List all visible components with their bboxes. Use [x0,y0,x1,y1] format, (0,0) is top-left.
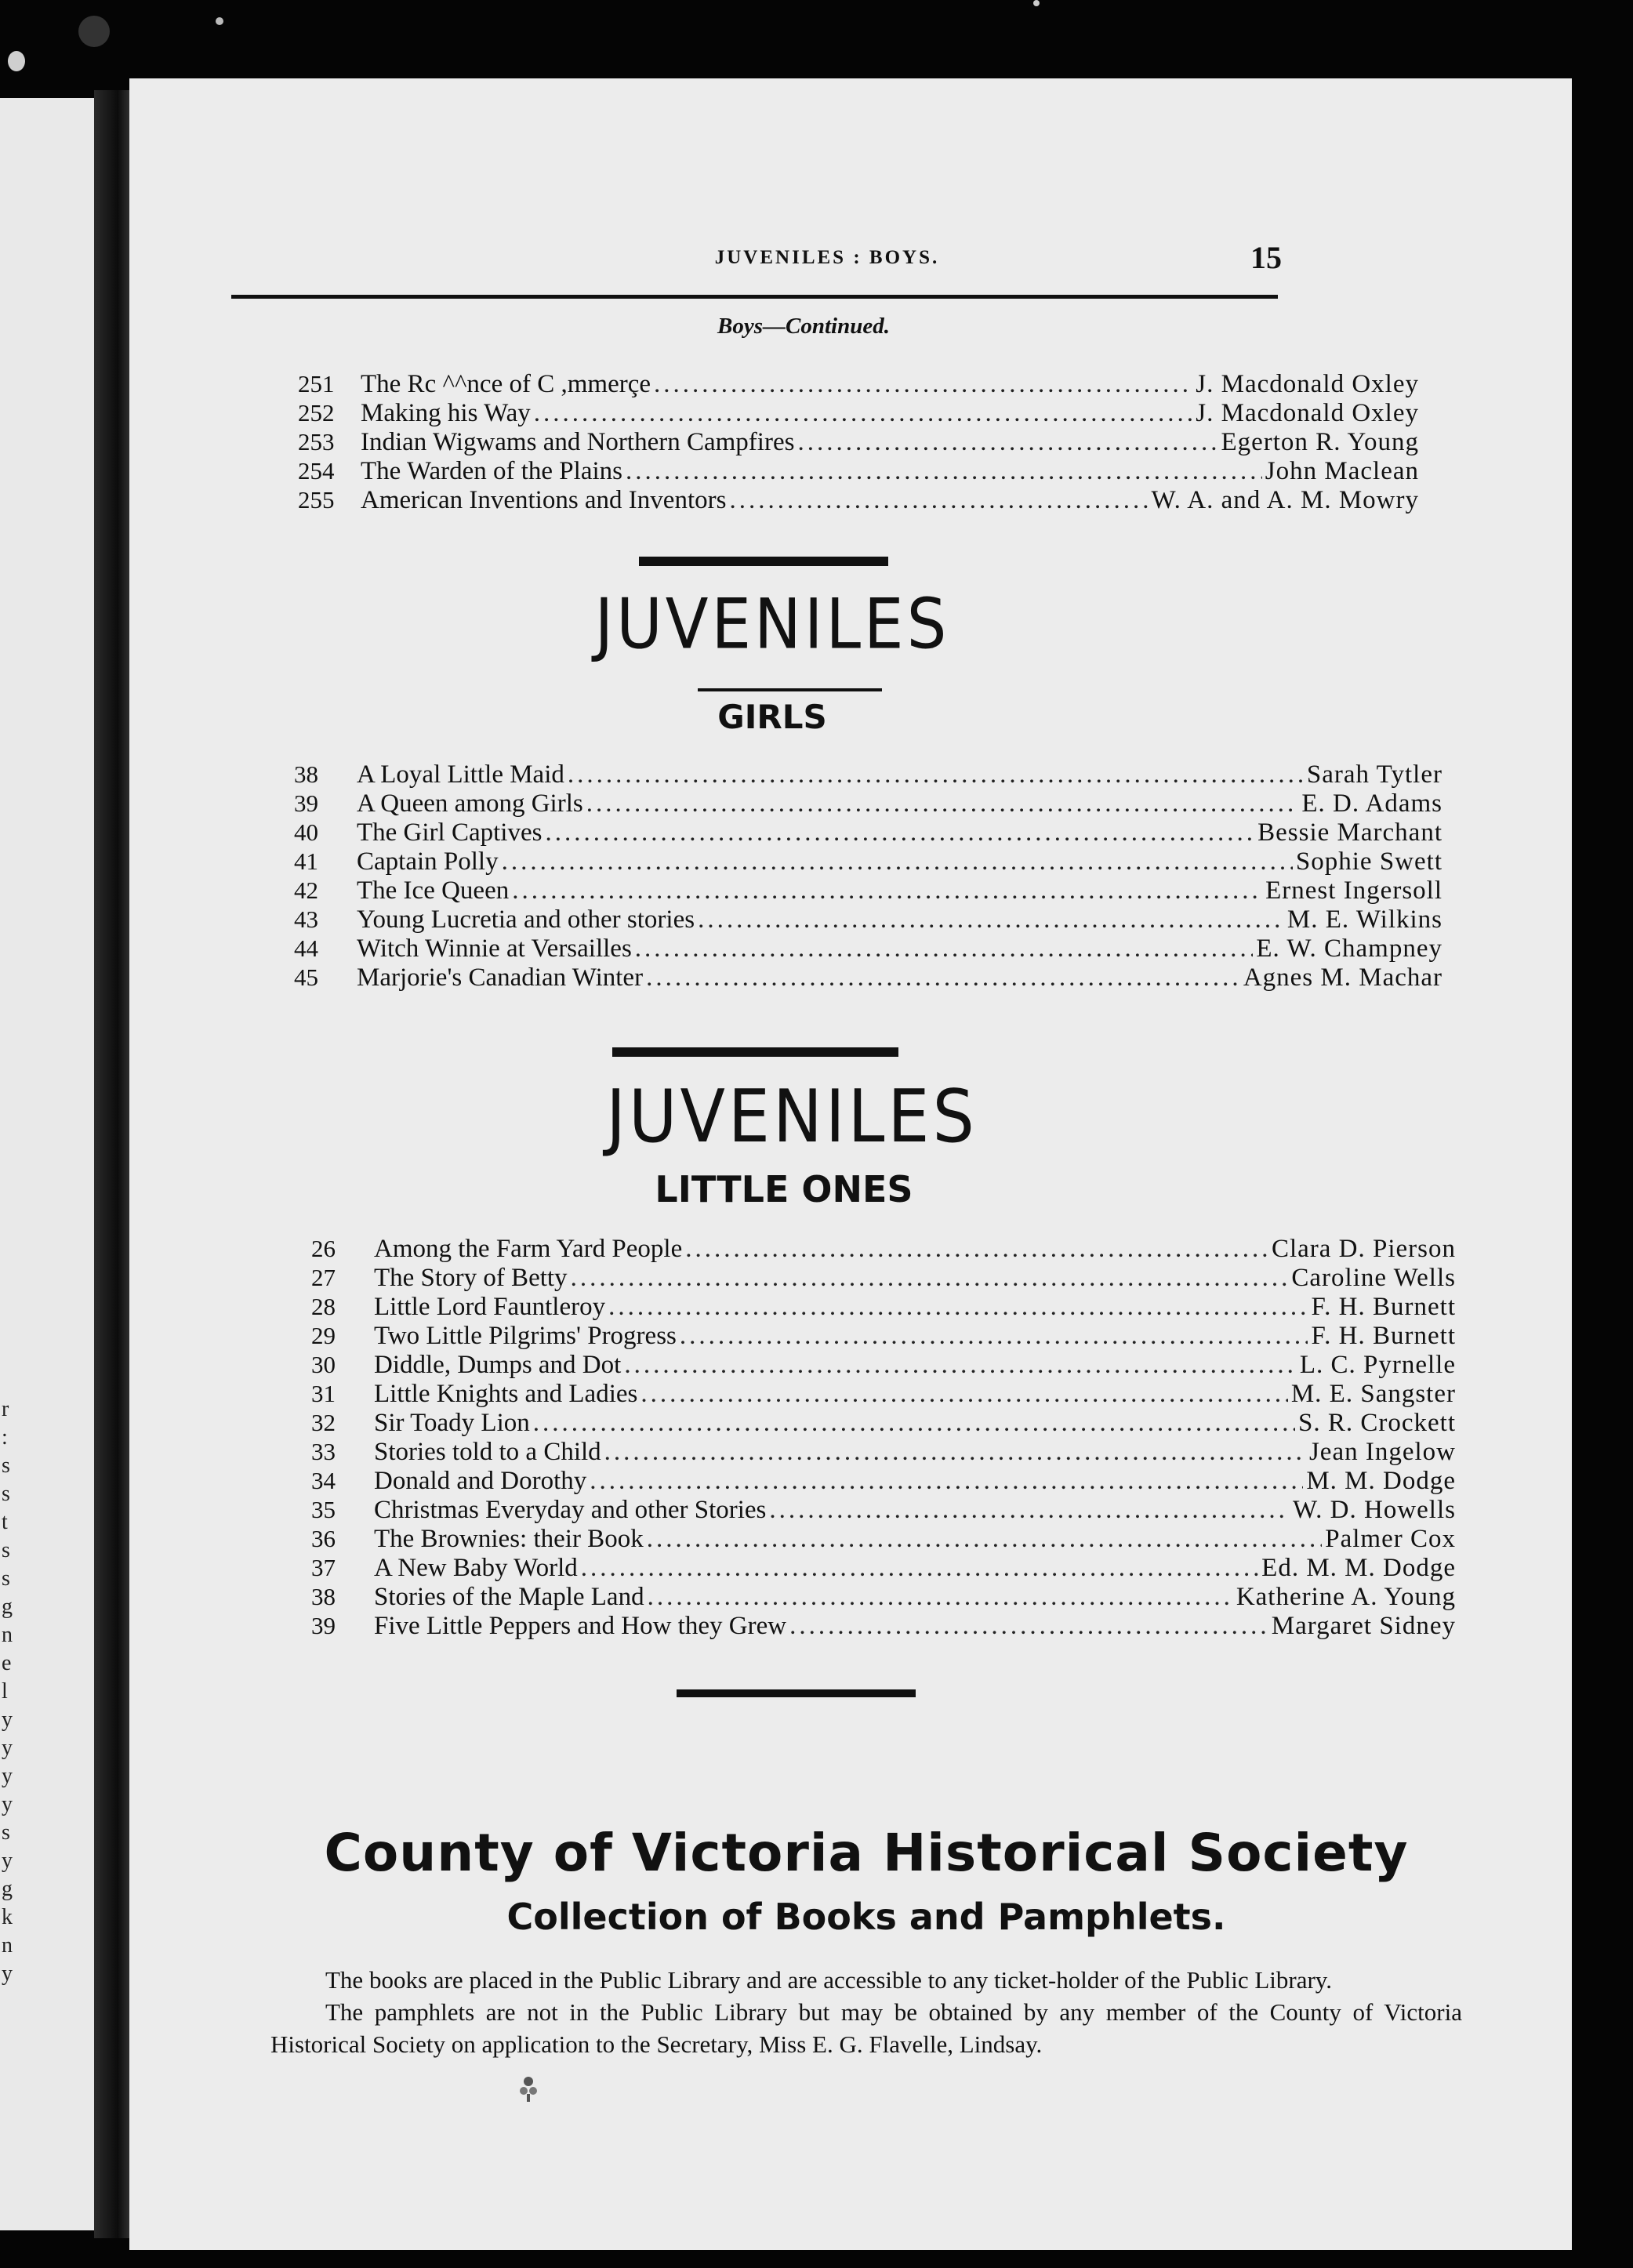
leader-dots [789,1612,1268,1641]
book-title: The Ice Queen [357,876,510,905]
title-underline [698,688,882,691]
leader-dots [533,1409,1295,1438]
entry-number: 251 [298,370,335,397]
entry-number: 255 [298,486,335,513]
entry-number: 38 [311,1583,336,1610]
entry-number: 254 [298,457,335,484]
notice-paragraph-pamphlets: The pamphlets are not in the Public Library but may be obtained by any member of the County of Victoria Historical Society on application to the Secretary, Miss E. G. Flavelle, Lindsay. [270,1998,1462,2058]
list-item [298,399,1419,428]
book-author: W. A. and A. M. Mowry [1151,486,1419,514]
header-rule [231,295,1278,299]
list-item [311,1235,1456,1264]
entry-number: 30 [311,1351,336,1378]
entry-number: 34 [311,1467,336,1494]
entry-number: 43 [294,905,318,933]
book-title: A Queen among Girls [357,789,583,818]
book-author: S. R. Crockett [1298,1409,1456,1437]
book-author: F. H. Burnett [1311,1322,1456,1350]
section-divider [639,557,888,566]
film-speck [8,51,25,71]
list-item [311,1264,1456,1293]
list-item [311,1380,1456,1409]
society-title: County of Victoria Historical Society [324,1823,1409,1883]
list-item [311,1322,1456,1351]
entry-number: 40 [294,818,318,846]
boys-continued-heading: Boys—Continued. [717,314,890,339]
list-item [311,1525,1456,1554]
list-item [311,1409,1456,1438]
book-author: Bessie Marchant [1257,818,1442,847]
entry-number: 252 [298,399,335,426]
book-title: Stories of the Maple Land [374,1583,644,1611]
book-title: Marjorie's Canadian Winter [357,963,644,992]
printer-ornament-icon [517,2074,539,2102]
book-author: Ernest Ingersoll [1265,876,1442,905]
book-title: Five Little Peppers and How they Grew [374,1612,787,1640]
list-item [311,1293,1456,1322]
list-item [298,457,1419,486]
book-title: Among the Farm Yard People [374,1235,683,1263]
book-title: Stories told to a Child [374,1438,601,1466]
leader-dots [502,847,1293,876]
society-notice [270,1964,1462,2060]
list-item [311,1583,1456,1612]
book-title: The Rc ^^nce of C ,mmerçe [361,370,651,398]
section-divider [612,1047,898,1057]
notice-paragraph-books: The books are placed in the Public Library and are accessible to any ticket-holder of the Public Library. [325,1966,1333,1994]
book-title: The Girl Captives [357,818,543,847]
entry-number: 45 [294,963,318,991]
book-title: American Inventions and Inventors [361,486,727,514]
list-item [294,905,1442,934]
list-item [311,1612,1456,1641]
book-gutter [94,90,133,2238]
leader-dots [797,428,1217,457]
book-title: The Brownies: their Book [374,1525,644,1553]
book-title: Little Lord Fauntleroy [374,1293,606,1321]
book-author: E. D. Adams [1301,789,1442,818]
list-item [294,847,1442,876]
book-author: Katherine A. Young [1236,1583,1456,1611]
list-item [294,876,1442,905]
girls-list [294,760,1442,992]
entry-number: 37 [311,1554,336,1581]
book-author: Egerton R. Young [1221,428,1419,456]
leader-dots [635,934,1254,963]
entry-number: 28 [311,1293,336,1320]
entry-number: 29 [311,1322,336,1349]
leader-dots [624,1351,1297,1380]
entry-number: 31 [311,1380,336,1407]
leader-dots [512,876,1262,905]
film-speck [78,16,110,47]
film-speck [1033,0,1040,6]
entry-number: 27 [311,1264,336,1291]
book-title: Two Little Pilgrims' Progress [374,1322,677,1350]
book-author: J. Macdonald Oxley [1196,399,1419,427]
list-item [311,1351,1456,1380]
leader-dots [545,818,1254,847]
book-title: Diddle, Dumps and Dot [374,1351,622,1379]
film-speck [216,17,223,25]
entry-number: 42 [294,876,318,904]
list-item [294,818,1442,847]
book-author: Agnes M. Machar [1243,963,1442,992]
list-item [311,1496,1456,1525]
leader-dots [648,1583,1233,1612]
little-ones-section-title: JUVENILES [606,1074,978,1159]
leader-dots [571,1264,1289,1293]
leader-dots [680,1322,1308,1351]
leader-dots [654,370,1192,399]
book-title: Witch Winnie at Versailles [357,934,632,963]
book-title: Christmas Everyday and other Stories [374,1496,767,1524]
book-author: Caroline Wells [1291,1264,1456,1292]
leader-dots [590,1467,1303,1496]
entry-number: 38 [294,760,318,788]
leader-dots [698,905,1284,934]
book-title: Donald and Dorothy [374,1467,587,1495]
book-title: A New Baby World [374,1554,578,1582]
leader-dots [626,457,1262,486]
book-author: Margaret Sidney [1271,1612,1456,1640]
entry-number: 253 [298,428,335,455]
list-item [298,486,1419,515]
leader-dots [608,1293,1308,1322]
book-author: F. H. Burnett [1311,1293,1456,1321]
girls-section-title: JUVENILES [594,584,950,665]
little-ones-subtitle: LITTLE ONES [655,1168,913,1210]
book-author: Sophie Swett [1295,847,1442,876]
running-head: JUVENILES : BOYS. [714,247,940,268]
book-author: M. E. Sangster [1290,1380,1456,1408]
list-item [298,370,1419,399]
list-item [311,1467,1456,1496]
little-ones-list [311,1235,1456,1641]
book-author: John Maclean [1265,457,1419,485]
leader-dots [568,760,1304,789]
list-item [311,1438,1456,1467]
book-title: Sir Toady Lion [374,1409,530,1437]
list-item [311,1554,1456,1583]
entry-number: 33 [311,1438,336,1465]
leader-dots [729,486,1148,515]
book-title: Young Lucretia and other stories [357,905,695,934]
book-author: Palmer Cox [1325,1525,1456,1553]
book-author: J. Macdonald Oxley [1196,370,1419,398]
leader-dots [534,399,1193,428]
page-number: 15 [1250,240,1282,275]
list-item [294,963,1442,992]
leader-dots [640,1380,1287,1409]
society-subtitle: Collection of Books and Pamphlets. [506,1896,1226,1938]
book-title: The Story of Betty [374,1264,568,1292]
book-author: L. C. Pyrnelle [1299,1351,1456,1379]
book-author: M. E. Wilkins [1286,905,1442,934]
leader-dots [769,1496,1290,1525]
entry-number: 39 [294,789,318,817]
book-page [129,78,1572,2250]
entry-number: 26 [311,1235,336,1262]
girls-subtitle: GIRLS [717,698,827,736]
entry-number: 39 [311,1612,336,1639]
leader-dots [604,1438,1306,1467]
book-author: Sarah Tytler [1306,760,1442,789]
book-author: W. D. Howells [1293,1496,1456,1524]
entry-number: 35 [311,1496,336,1523]
list-item [294,934,1442,963]
boys-list [298,370,1419,515]
leader-dots [581,1554,1258,1583]
entry-number: 44 [294,934,318,962]
list-item [294,760,1442,789]
leader-dots [647,1525,1323,1554]
leader-dots [685,1235,1268,1264]
list-item [298,428,1419,457]
book-author: Ed. M. M. Dodge [1261,1554,1456,1582]
book-title: Making his Way [361,399,531,427]
leader-dots [646,963,1240,992]
book-title: The Warden of the Plains [361,457,622,485]
leader-dots [586,789,1299,818]
book-title: Indian Wigwams and Northern Campfires [361,428,795,456]
book-title: Captain Polly [357,847,499,876]
book-author: Jean Ingelow [1308,1438,1456,1466]
entry-number: 36 [311,1525,336,1552]
book-title: A Loyal Little Maid [357,760,564,789]
entry-number: 41 [294,847,318,875]
book-title: Little Knights and Ladies [374,1380,638,1408]
facing-page-text-fragments: r : s s t s s g n e l y y y y s y g k n y [2,1397,13,1986]
book-author: M. M. Dodge [1306,1467,1456,1495]
book-author: E. W. Champney [1256,934,1442,963]
entry-number: 32 [311,1409,336,1436]
section-divider [677,1689,916,1697]
book-author: Clara D. Pierson [1271,1235,1456,1263]
list-item [294,789,1442,818]
